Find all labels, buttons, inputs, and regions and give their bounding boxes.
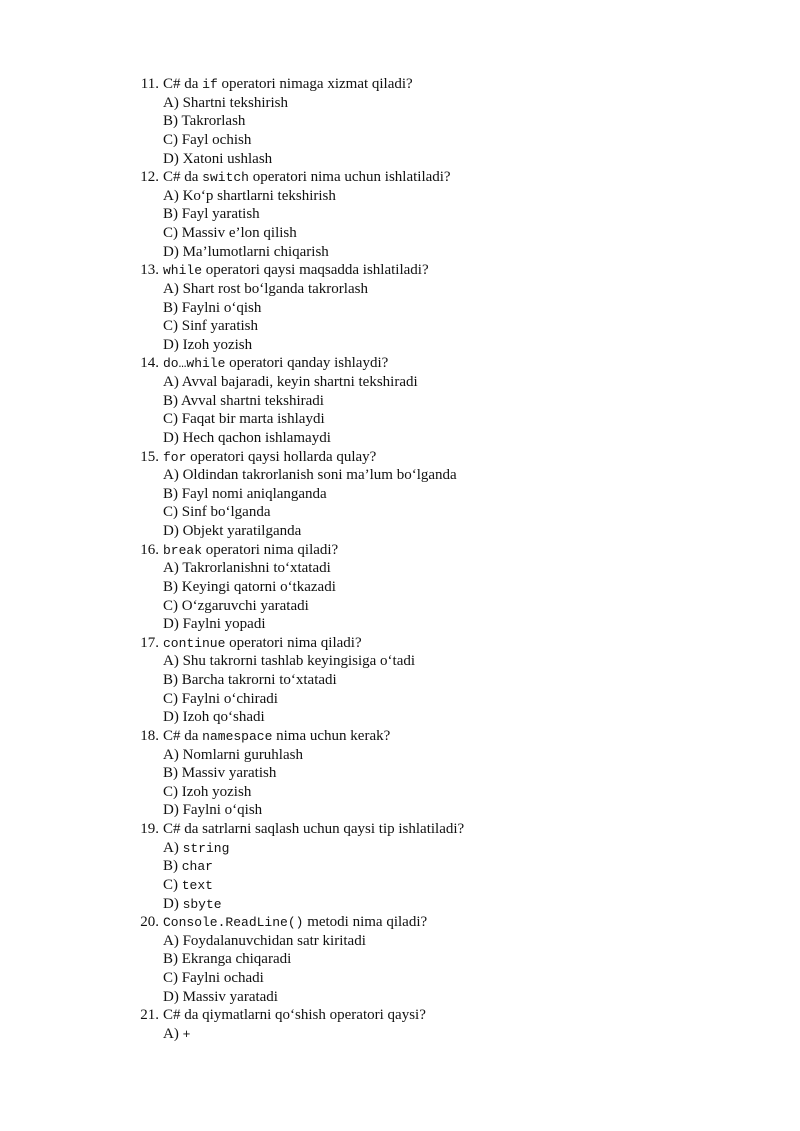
question-number: 16. <box>140 541 159 558</box>
option-label: C) <box>163 318 178 335</box>
option-label: B) <box>163 951 178 968</box>
option-label: C) <box>163 970 178 986</box>
answer-option <box>0 205 800 224</box>
text-span: Faylni o‘qish <box>182 802 263 819</box>
text-span: Faylni o‘chiradi <box>181 690 278 707</box>
question-number: 14. <box>140 355 159 372</box>
text-span: Sinf bo‘lganda <box>181 504 271 521</box>
text-span: Faqat bir marta ishlaydi <box>181 411 325 428</box>
code-span: switch <box>202 170 249 186</box>
text-span: Ma’lumotlarni chiqarish <box>182 243 329 260</box>
text-span: Fayl ochish <box>181 131 252 148</box>
option-label: A) <box>163 374 179 390</box>
answer-option <box>0 131 800 150</box>
option-label: C) <box>163 411 178 428</box>
option-label: A) <box>163 839 179 856</box>
text-span: Keyingi qatorni o‘tkazadi <box>181 578 336 595</box>
text-span: C# da qiymatlarni qo‘shish operatori qaysi? <box>163 1007 426 1024</box>
text-span: Takrorlanishni to‘xtatadi <box>182 560 331 577</box>
answer-option <box>0 429 800 448</box>
text-span: Avval bajaradi, keyin shartni tekshiradi <box>181 374 418 390</box>
option-label: C) <box>163 597 178 614</box>
text-span: Faylni yopadi <box>182 616 266 633</box>
answer-option <box>0 522 800 541</box>
text-span: Ekranga chiqaradi <box>181 951 292 968</box>
question-text <box>0 634 800 653</box>
option-label: B) <box>163 672 178 688</box>
answer-option <box>0 708 800 727</box>
answer-option <box>0 597 800 616</box>
answer-option <box>0 764 800 783</box>
option-label: C) <box>163 690 178 707</box>
text-span: Faylni o‘qish <box>181 299 262 316</box>
option-label: B) <box>163 485 178 502</box>
answer-option <box>0 466 800 485</box>
question-number: 17. <box>140 634 159 651</box>
text-span: Faylni ochadi <box>181 970 264 986</box>
question-text <box>0 913 800 932</box>
text-span: Massiv yaratish <box>181 765 277 782</box>
answer-option <box>0 187 800 206</box>
answer-option <box>0 690 800 709</box>
text-span: C# da <box>163 727 203 744</box>
question-number: 19. <box>140 821 159 837</box>
answer-option <box>0 373 800 392</box>
answer-option <box>0 503 800 522</box>
question-text <box>0 448 800 467</box>
text-span: C# da <box>163 169 203 186</box>
answer-option <box>0 615 800 634</box>
text-span: operatori qaysi maqsadda ishlatiladi? <box>202 262 429 279</box>
answer-option <box>0 652 800 671</box>
answer-option <box>0 783 800 802</box>
text-span: Nomlarni guruhlash <box>182 746 303 763</box>
text-span: operatori nima qiladi? <box>225 634 362 651</box>
answer-option <box>0 280 800 299</box>
text-span: Shartni tekshirish <box>182 94 288 111</box>
option-label: D) <box>163 988 179 1005</box>
code-span: if <box>202 77 218 92</box>
answer-option <box>0 969 800 988</box>
code-span: continue <box>163 635 226 651</box>
code-span: string <box>182 840 230 856</box>
text-span: Massiv yaratadi <box>182 988 278 1005</box>
answer-option <box>0 932 800 951</box>
text-span: Sinf yaratish <box>181 318 258 335</box>
question-number: 12. <box>140 169 159 186</box>
answer-option <box>0 559 800 578</box>
answer-option <box>0 317 800 336</box>
answer-option <box>0 150 800 169</box>
text-span: Barcha takrorni to‘xtatadi <box>181 672 337 688</box>
option-label: B) <box>163 113 178 130</box>
option-label: A) <box>163 746 179 763</box>
question-number: 18. <box>140 727 159 744</box>
option-label: C) <box>163 504 178 521</box>
answer-option <box>0 485 800 504</box>
question-text <box>0 727 800 746</box>
text-span: Izoh qo‘shadi <box>182 709 265 726</box>
answer-option <box>0 857 800 876</box>
option-label: D) <box>163 709 179 726</box>
answer-option <box>0 410 800 429</box>
code-span: while <box>163 263 203 279</box>
question-number: 20. <box>140 914 159 931</box>
option-label: C) <box>163 783 178 800</box>
option-label: D) <box>163 802 179 819</box>
text-span: Shart rost bo‘lganda takrorlash <box>182 280 368 297</box>
text-span: Objekt yaratilganda <box>182 523 302 539</box>
code-span: namespace <box>202 728 273 744</box>
code-span: for <box>163 449 187 465</box>
option-label: B) <box>163 206 178 223</box>
option-label: B) <box>163 858 178 875</box>
text-span: C# da <box>163 76 203 92</box>
answer-option <box>0 224 800 243</box>
text-span: Fayl yaratish <box>181 206 260 223</box>
question-number: 13. <box>140 262 159 279</box>
text-span: operatori nima qiladi? <box>202 541 339 558</box>
option-label: D) <box>163 523 179 539</box>
answer-option <box>0 671 800 690</box>
answer-option <box>0 801 800 820</box>
answer-option <box>0 988 800 1007</box>
option-label: A) <box>163 94 179 111</box>
question-text <box>0 261 800 280</box>
text-span: C# da satrlarni saqlash uchun qaysi tip ishlatiladi? <box>163 821 465 837</box>
text-span: Izoh yozish <box>182 336 253 353</box>
option-label: D) <box>163 243 179 260</box>
text-span: Hech qachon ishlamaydi <box>182 429 331 446</box>
text-span: Fayl nomi aniqlanganda <box>181 485 327 502</box>
question-text <box>0 75 800 94</box>
option-label: B) <box>163 765 178 782</box>
option-label: D) <box>163 336 179 353</box>
question-list <box>0 75 800 1044</box>
option-label: C) <box>163 876 178 893</box>
text-span: operatori qaysi hollarda qulay? <box>186 448 377 465</box>
option-label: A) <box>163 280 179 297</box>
option-label: A) <box>163 467 179 484</box>
text-span: nima uchun kerak? <box>272 727 391 744</box>
answer-option <box>0 839 800 858</box>
text-span: operatori nimaga xizmat qiladi? <box>217 76 413 92</box>
question-text <box>0 1006 800 1025</box>
answer-option <box>0 392 800 411</box>
code-span: Console.ReadLine() <box>163 915 304 931</box>
text-span: operatori qanday ishlaydi? <box>225 355 389 372</box>
option-label: A) <box>163 1025 179 1042</box>
option-label: A) <box>163 932 179 949</box>
option-label: C) <box>163 131 178 148</box>
option-label: D) <box>163 616 179 633</box>
text-span: metodi nima qiladi? <box>303 914 428 931</box>
text-span: Shu takrorni tashlab keyingisiga o‘tadi <box>182 653 416 670</box>
text-span: Avval shartni tekshiradi <box>180 392 324 409</box>
answer-option <box>0 746 800 765</box>
answer-option <box>0 578 800 597</box>
text-span: Xatoni ushlash <box>182 150 273 167</box>
option-label: A) <box>163 187 179 204</box>
answer-option <box>0 94 800 113</box>
text-span: Oldindan takrorlanish soni ma’lum bo‘lganda <box>182 467 457 484</box>
option-label: B) <box>163 392 178 409</box>
code-span: text <box>181 877 213 893</box>
text-span: O‘zgaruvchi yaratadi <box>181 597 309 614</box>
option-label: D) <box>163 895 179 912</box>
question-number: 21. <box>140 1007 159 1024</box>
code-span: do…while <box>163 356 226 372</box>
option-label: D) <box>163 150 179 167</box>
code-span: break <box>163 542 203 558</box>
answer-option <box>0 112 800 131</box>
question-number: 11. <box>140 76 159 92</box>
code-span: + <box>182 1026 191 1042</box>
code-span: char <box>181 859 213 875</box>
option-label: B) <box>163 299 178 316</box>
answer-option <box>0 895 800 914</box>
text-span: Massiv e’lon qilish <box>181 225 297 241</box>
option-label: B) <box>163 578 178 595</box>
question-text <box>0 168 800 187</box>
answer-option <box>0 876 800 895</box>
answer-option <box>0 950 800 969</box>
question-text <box>0 541 800 560</box>
option-label: A) <box>163 560 179 577</box>
answer-option <box>0 299 800 318</box>
option-label: A) <box>163 653 179 670</box>
text-span: operatori nima uchun ishlatiladi? <box>248 169 451 186</box>
option-label: D) <box>163 429 179 446</box>
text-span: Ko‘p shartlarni tekshirish <box>182 187 336 204</box>
code-span: sbyte <box>182 896 222 912</box>
text-span: Foydalanuvchidan satr kiritadi <box>182 932 366 949</box>
question-text <box>0 820 800 839</box>
text-span: Izoh yozish <box>181 783 252 800</box>
answer-option <box>0 243 800 262</box>
question-number: 15. <box>140 448 159 465</box>
answer-option <box>0 1025 800 1044</box>
answer-option <box>0 336 800 355</box>
option-label: C) <box>163 225 178 241</box>
text-span: Takrorlash <box>181 113 246 130</box>
question-text <box>0 354 800 373</box>
